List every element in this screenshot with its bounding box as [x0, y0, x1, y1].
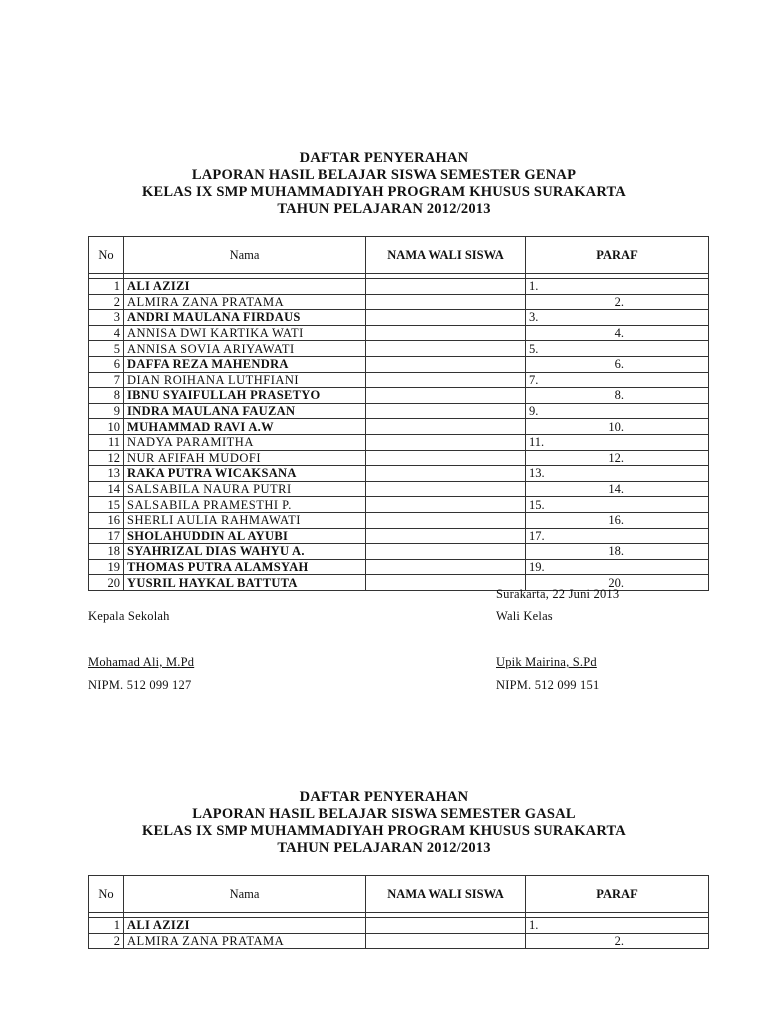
signature-cell: 8.	[526, 388, 709, 404]
row-number: 3	[89, 310, 124, 326]
guardian-name-cell	[366, 528, 526, 544]
guardian-name-cell	[366, 419, 526, 435]
headmaster-name: Mohamad Ali, M.Pd	[88, 655, 195, 669]
signature-cell: 20.	[526, 575, 709, 591]
table-row	[89, 544, 709, 560]
signature-cell: 1.	[526, 279, 709, 295]
student-name: NUR AFIFAH MUDOFI	[124, 450, 366, 466]
student-name: ANNISA SOVIA ARIYAWATI	[124, 341, 366, 357]
heading-line: KELAS IX SMP MUHAMMADIYAH PROGRAM KHUSUS SURAKARTA	[142, 823, 626, 839]
guardian-name-cell	[366, 481, 526, 497]
guardian-name-cell	[366, 341, 526, 357]
table-row	[89, 918, 709, 934]
guardian-name-cell	[366, 497, 526, 513]
row-number: 6	[89, 356, 124, 372]
student-name: ALI AZIZI	[124, 279, 366, 295]
row-number: 1	[89, 918, 124, 934]
table-row	[89, 450, 709, 466]
student-name: ANNISA DWI KARTIKA WATI	[124, 325, 366, 341]
row-number: 8	[89, 388, 124, 404]
student-name: MUHAMMAD RAVI A.W	[124, 419, 366, 435]
column-header-wali: NAMA WALI SISWA	[366, 237, 526, 274]
guardian-name-cell	[366, 279, 526, 295]
table-row	[89, 528, 709, 544]
student-name: IBNU SYAIFULLAH PRASETYO	[124, 388, 366, 404]
student-name: SALSABILA PRAMESTHI P.	[124, 497, 366, 513]
student-name: INDRA MAULANA FAUZAN	[124, 403, 366, 419]
student-name: ANDRI MAULANA FIRDAUS	[124, 310, 366, 326]
guardian-name-cell	[366, 918, 526, 934]
table-row	[89, 481, 709, 497]
column-header-wali: NAMA WALI SISWA	[366, 876, 526, 913]
row-number: 18	[89, 544, 124, 560]
row-number: 9	[89, 403, 124, 419]
headmaster-role: Kepala Sekolah	[88, 609, 170, 623]
row-number: 5	[89, 341, 124, 357]
row-number: 15	[89, 497, 124, 513]
column-header-nama: Nama	[124, 237, 366, 274]
row-number: 17	[89, 528, 124, 544]
signature-cell: 6.	[526, 356, 709, 372]
student-name: ALMIRA ZANA PRATAMA	[124, 294, 366, 310]
section1-table	[88, 236, 709, 591]
table-row	[89, 559, 709, 575]
signature-cell: 1.	[526, 918, 709, 934]
heading-line: LAPORAN HASIL BELAJAR SISWA SEMESTER GASAL	[192, 806, 576, 822]
row-number: 12	[89, 450, 124, 466]
signature-cell: 16.	[526, 512, 709, 528]
guardian-name-cell	[366, 450, 526, 466]
row-number: 19	[89, 559, 124, 575]
signature-cell: 2.	[526, 294, 709, 310]
table-row	[89, 388, 709, 404]
section2-heading	[0, 789, 768, 857]
table-row	[89, 403, 709, 419]
row-number: 20	[89, 575, 124, 591]
signature-cell: 7.	[526, 372, 709, 388]
guardian-name-cell	[366, 512, 526, 528]
section1-heading	[0, 150, 768, 218]
student-name: RAKA PUTRA WICAKSANA	[124, 466, 366, 482]
guardian-name-cell	[366, 356, 526, 372]
guardian-name-cell	[366, 933, 526, 949]
table-row	[89, 419, 709, 435]
signature-cell: 12.	[526, 450, 709, 466]
column-header-no: No	[89, 237, 124, 274]
student-name: NADYA PARAMITHA	[124, 434, 366, 450]
row-number: 16	[89, 512, 124, 528]
signature-cell: 15.	[526, 497, 709, 513]
column-header-nama: Nama	[124, 876, 366, 913]
column-header-paraf: PARAF	[526, 237, 709, 274]
section1-table-body	[89, 279, 709, 591]
table-row	[89, 512, 709, 528]
student-name: SHERLI AULIA RAHMAWATI	[124, 512, 366, 528]
row-number: 10	[89, 419, 124, 435]
signature-cell: 3.	[526, 310, 709, 326]
guardian-name-cell	[366, 544, 526, 560]
column-header-paraf: PARAF	[526, 876, 709, 913]
guardian-name-cell	[366, 310, 526, 326]
signature-cell: 18.	[526, 544, 709, 560]
headmaster-nip: NIPM. 512 099 127	[88, 678, 192, 692]
table-row	[89, 310, 709, 326]
table-row	[89, 325, 709, 341]
row-number: 11	[89, 434, 124, 450]
row-number: 13	[89, 466, 124, 482]
table-row	[89, 341, 709, 357]
table-row	[89, 294, 709, 310]
row-number: 2	[89, 933, 124, 949]
student-name: SHOLAHUDDIN AL AYUBI	[124, 528, 366, 544]
homeroom-name: Upik Mairina, S.Pd	[496, 655, 597, 669]
signature-cell: 5.	[526, 341, 709, 357]
signature-cell: 14.	[526, 481, 709, 497]
row-number: 1	[89, 279, 124, 295]
table-row	[89, 434, 709, 450]
student-name: SALSABILA NAURA PUTRI	[124, 481, 366, 497]
guardian-name-cell	[366, 403, 526, 419]
table-row	[89, 372, 709, 388]
heading-line: TAHUN PELAJARAN 2012/2013	[277, 201, 491, 217]
student-name: ALMIRA ZANA PRATAMA	[124, 933, 366, 949]
heading-line: DAFTAR PENYERAHAN	[299, 789, 469, 805]
table-row	[89, 933, 709, 949]
guardian-name-cell	[366, 372, 526, 388]
guardian-name-cell	[366, 466, 526, 482]
row-number: 14	[89, 481, 124, 497]
table-row	[89, 466, 709, 482]
heading-line: TAHUN PELAJARAN 2012/2013	[277, 840, 491, 856]
heading-line: DAFTAR PENYERAHAN	[299, 150, 469, 166]
heading-line: LAPORAN HASIL BELAJAR SISWA SEMESTER GENAP	[191, 167, 577, 183]
student-name: YUSRIL HAYKAL BATTUTA	[124, 575, 366, 591]
section2-table	[88, 875, 709, 949]
table-row	[89, 356, 709, 372]
table-row	[89, 497, 709, 513]
student-name: SYAHRIZAL DIAS WAHYU A.	[124, 544, 366, 560]
row-number: 4	[89, 325, 124, 341]
homeroom-nip: NIPM. 512 099 151	[496, 678, 600, 692]
signature-cell: 11.	[526, 434, 709, 450]
student-name: DIAN ROIHANA LUTHFIANI	[124, 372, 366, 388]
table-row	[89, 279, 709, 295]
guardian-name-cell	[366, 388, 526, 404]
student-name: THOMAS PUTRA ALAMSYAH	[124, 559, 366, 575]
homeroom-role: Wali Kelas	[496, 609, 553, 623]
guardian-name-cell	[366, 434, 526, 450]
row-number: 7	[89, 372, 124, 388]
student-name: DAFFA REZA MAHENDRA	[124, 356, 366, 372]
signature-cell: 9.	[526, 403, 709, 419]
guardian-name-cell	[366, 294, 526, 310]
row-number: 2	[89, 294, 124, 310]
signature-cell: 4.	[526, 325, 709, 341]
guardian-name-cell	[366, 559, 526, 575]
signature-cell: 17.	[526, 528, 709, 544]
signature-cell: 19.	[526, 559, 709, 575]
column-header-no: No	[89, 876, 124, 913]
place-date: Surakarta, 22 Juni 2013	[496, 587, 620, 601]
section2-table-body	[89, 918, 709, 949]
signature-cell: 13.	[526, 466, 709, 482]
heading-line: KELAS IX SMP MUHAMMADIYAH PROGRAM KHUSUS SURAKARTA	[142, 184, 626, 200]
signature-cell: 10.	[526, 419, 709, 435]
student-name: ALI AZIZI	[124, 918, 366, 934]
guardian-name-cell	[366, 325, 526, 341]
signature-cell: 2.	[526, 933, 709, 949]
